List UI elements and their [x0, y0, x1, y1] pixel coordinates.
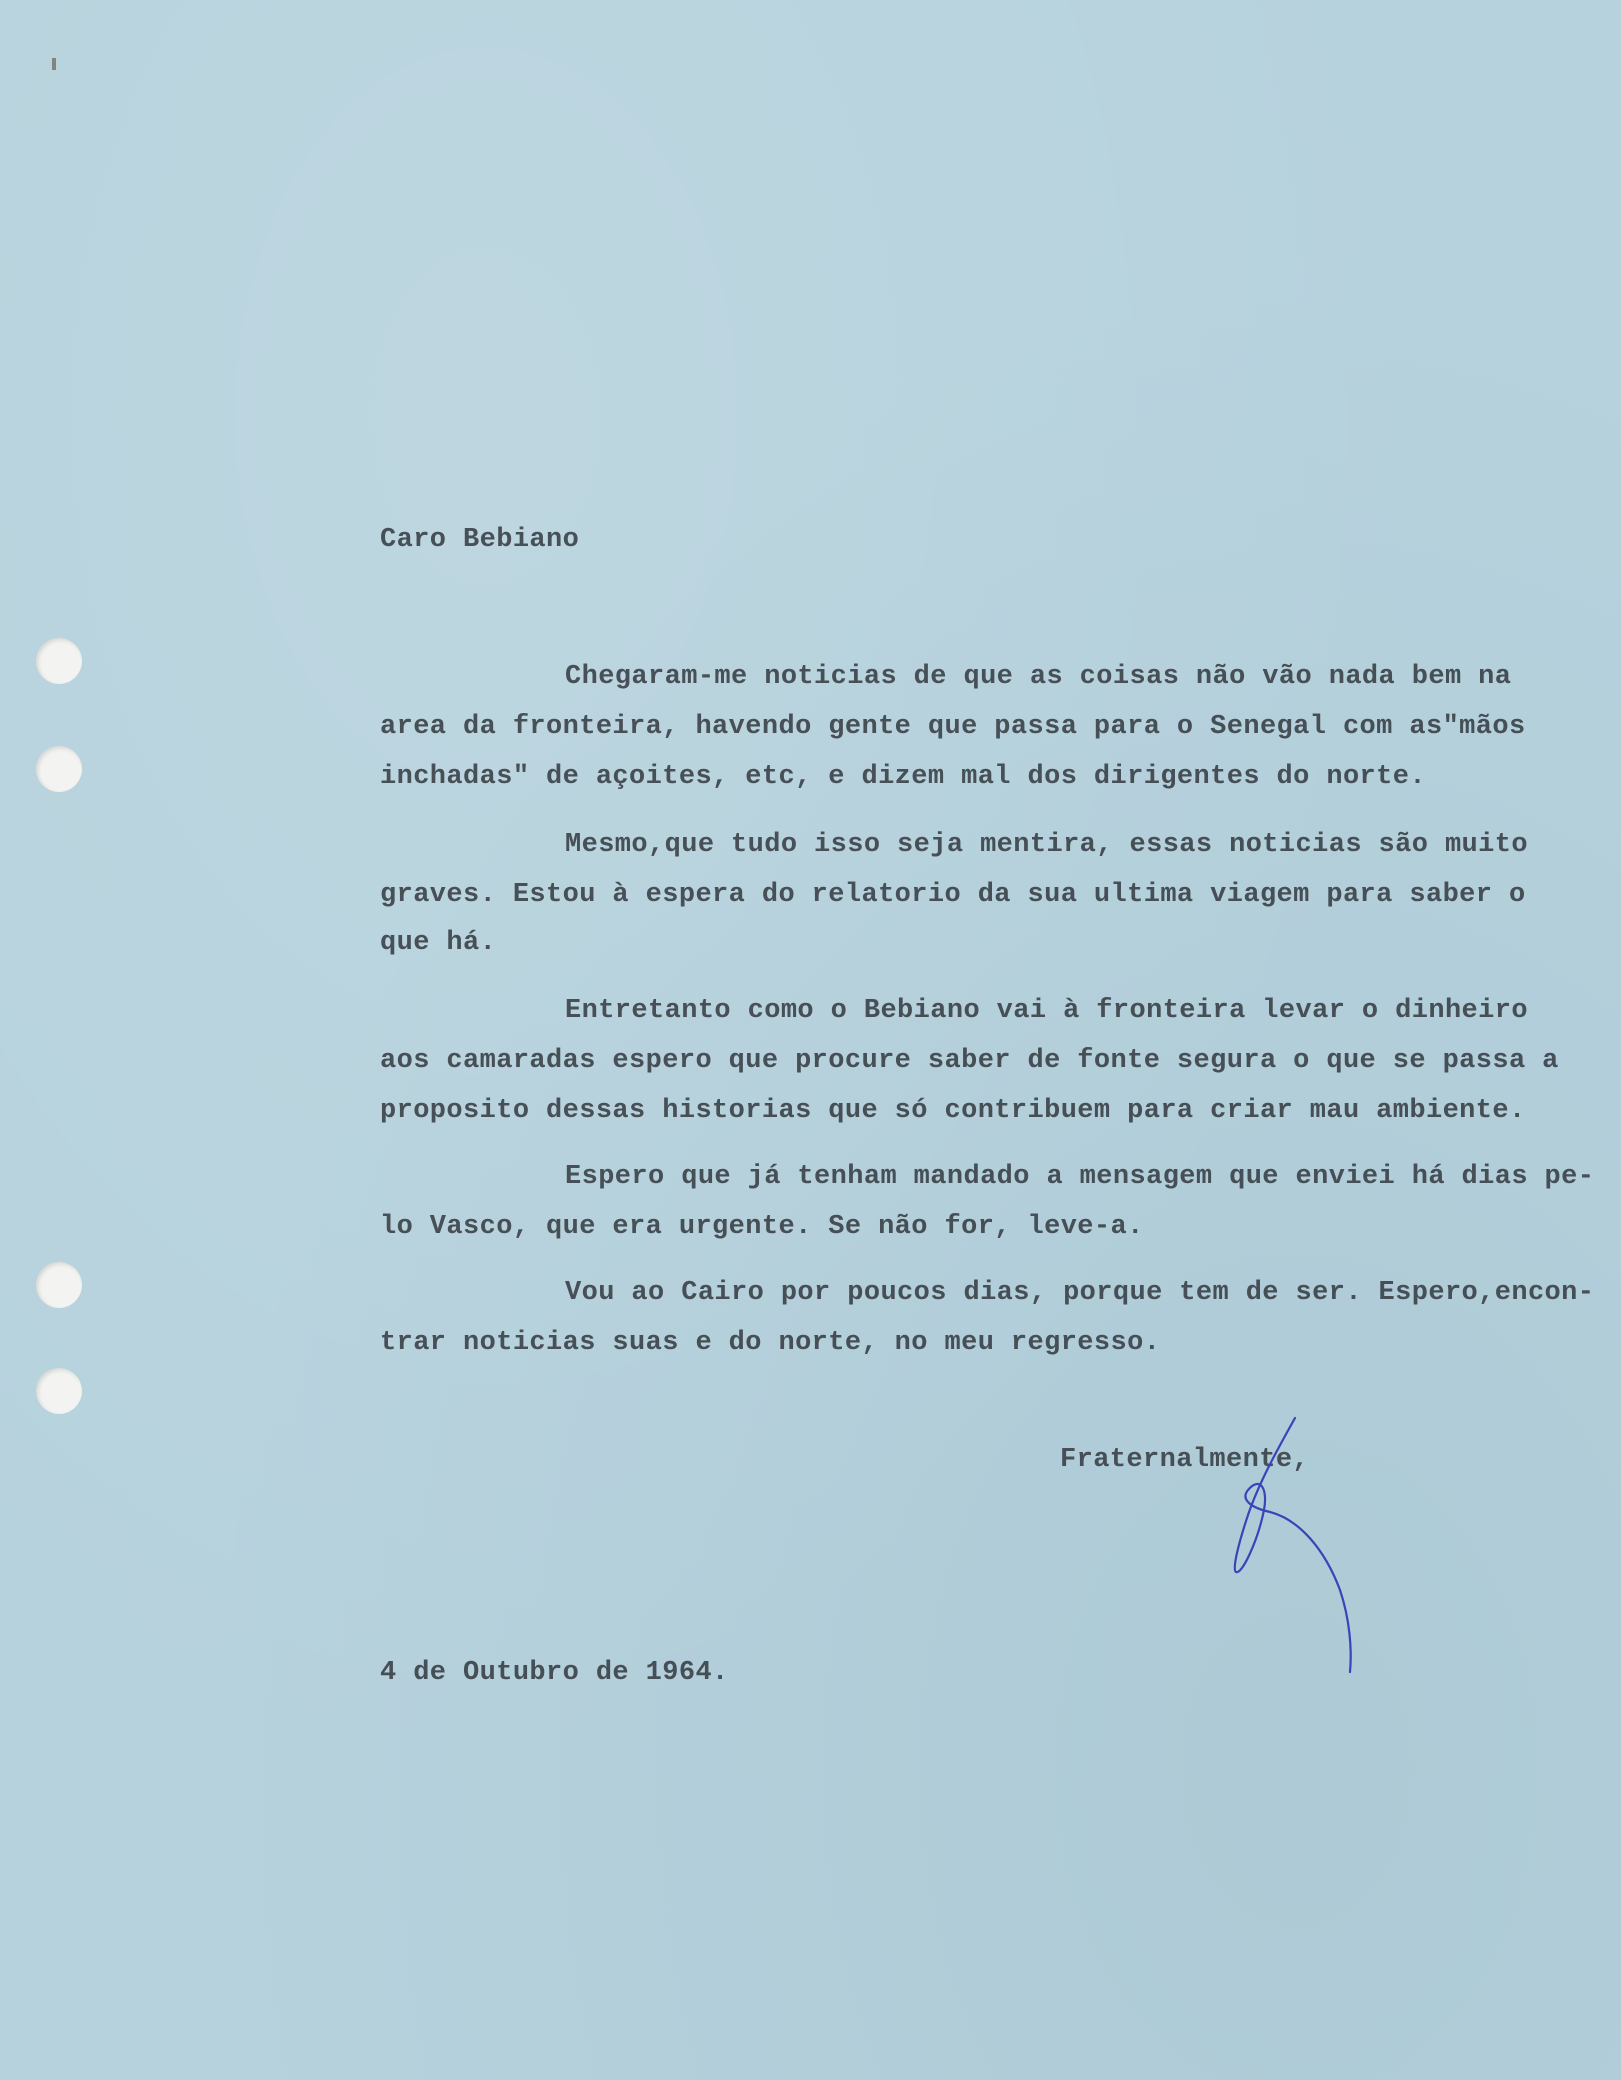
paragraph-4-line-2: lo Vasco, que era urgente. Se não for, leve-a.	[380, 1212, 1144, 1242]
punch-hole	[36, 1262, 82, 1308]
paragraph-2-line-2: graves. Estou à espera do relatorio da sua ultima viagem para saber o	[380, 880, 1526, 910]
paragraph-4-line-1: Espero que já tenham mandado a mensagem que enviei há dias pe-	[565, 1162, 1595, 1192]
paragraph-5-line-2: trar noticias suas e do norte, no meu regresso.	[380, 1328, 1161, 1358]
paragraph-1-line-2: area da fronteira, havendo gente que passa para o Senegal com as"mãos	[380, 712, 1526, 742]
paragraph-3-line-2: aos camaradas espero que procure saber de fonte segura o que se passa a	[380, 1046, 1559, 1076]
paragraph-2-line-3: que há.	[380, 928, 497, 958]
salutation: Caro Bebiano	[380, 525, 580, 555]
paragraph-3-line-3: proposito dessas historias que só contribuem para criar mau ambiente.	[380, 1096, 1526, 1126]
paragraph-1-line-3: inchadas" de açoites, etc, e dizem mal dos dirigentes do norte.	[380, 762, 1426, 792]
margin-mark	[52, 58, 56, 70]
paragraph-1-line-1: Chegaram-me noticias de que as coisas não vão nada bem na	[565, 662, 1512, 692]
punch-hole	[36, 746, 82, 792]
signature-stroke	[1235, 1418, 1351, 1672]
punch-hole	[36, 638, 82, 684]
paragraph-2-line-1: Mesmo,que tudo isso seja mentira, essas noticias são muito	[565, 830, 1528, 860]
paragraph-5-line-1: Vou ao Cairo por poucos dias, porque tem de ser. Espero,encon-	[565, 1278, 1595, 1308]
handwritten-signature	[1200, 1400, 1380, 1690]
paragraph-3-line-1: Entretanto como o Bebiano vai à fronteira levar o dinheiro	[565, 996, 1528, 1026]
punch-hole	[36, 1368, 82, 1414]
closing: Fraternalmente,	[1060, 1445, 1310, 1475]
letter-date: 4 de Outubro de 1964.	[380, 1658, 729, 1688]
